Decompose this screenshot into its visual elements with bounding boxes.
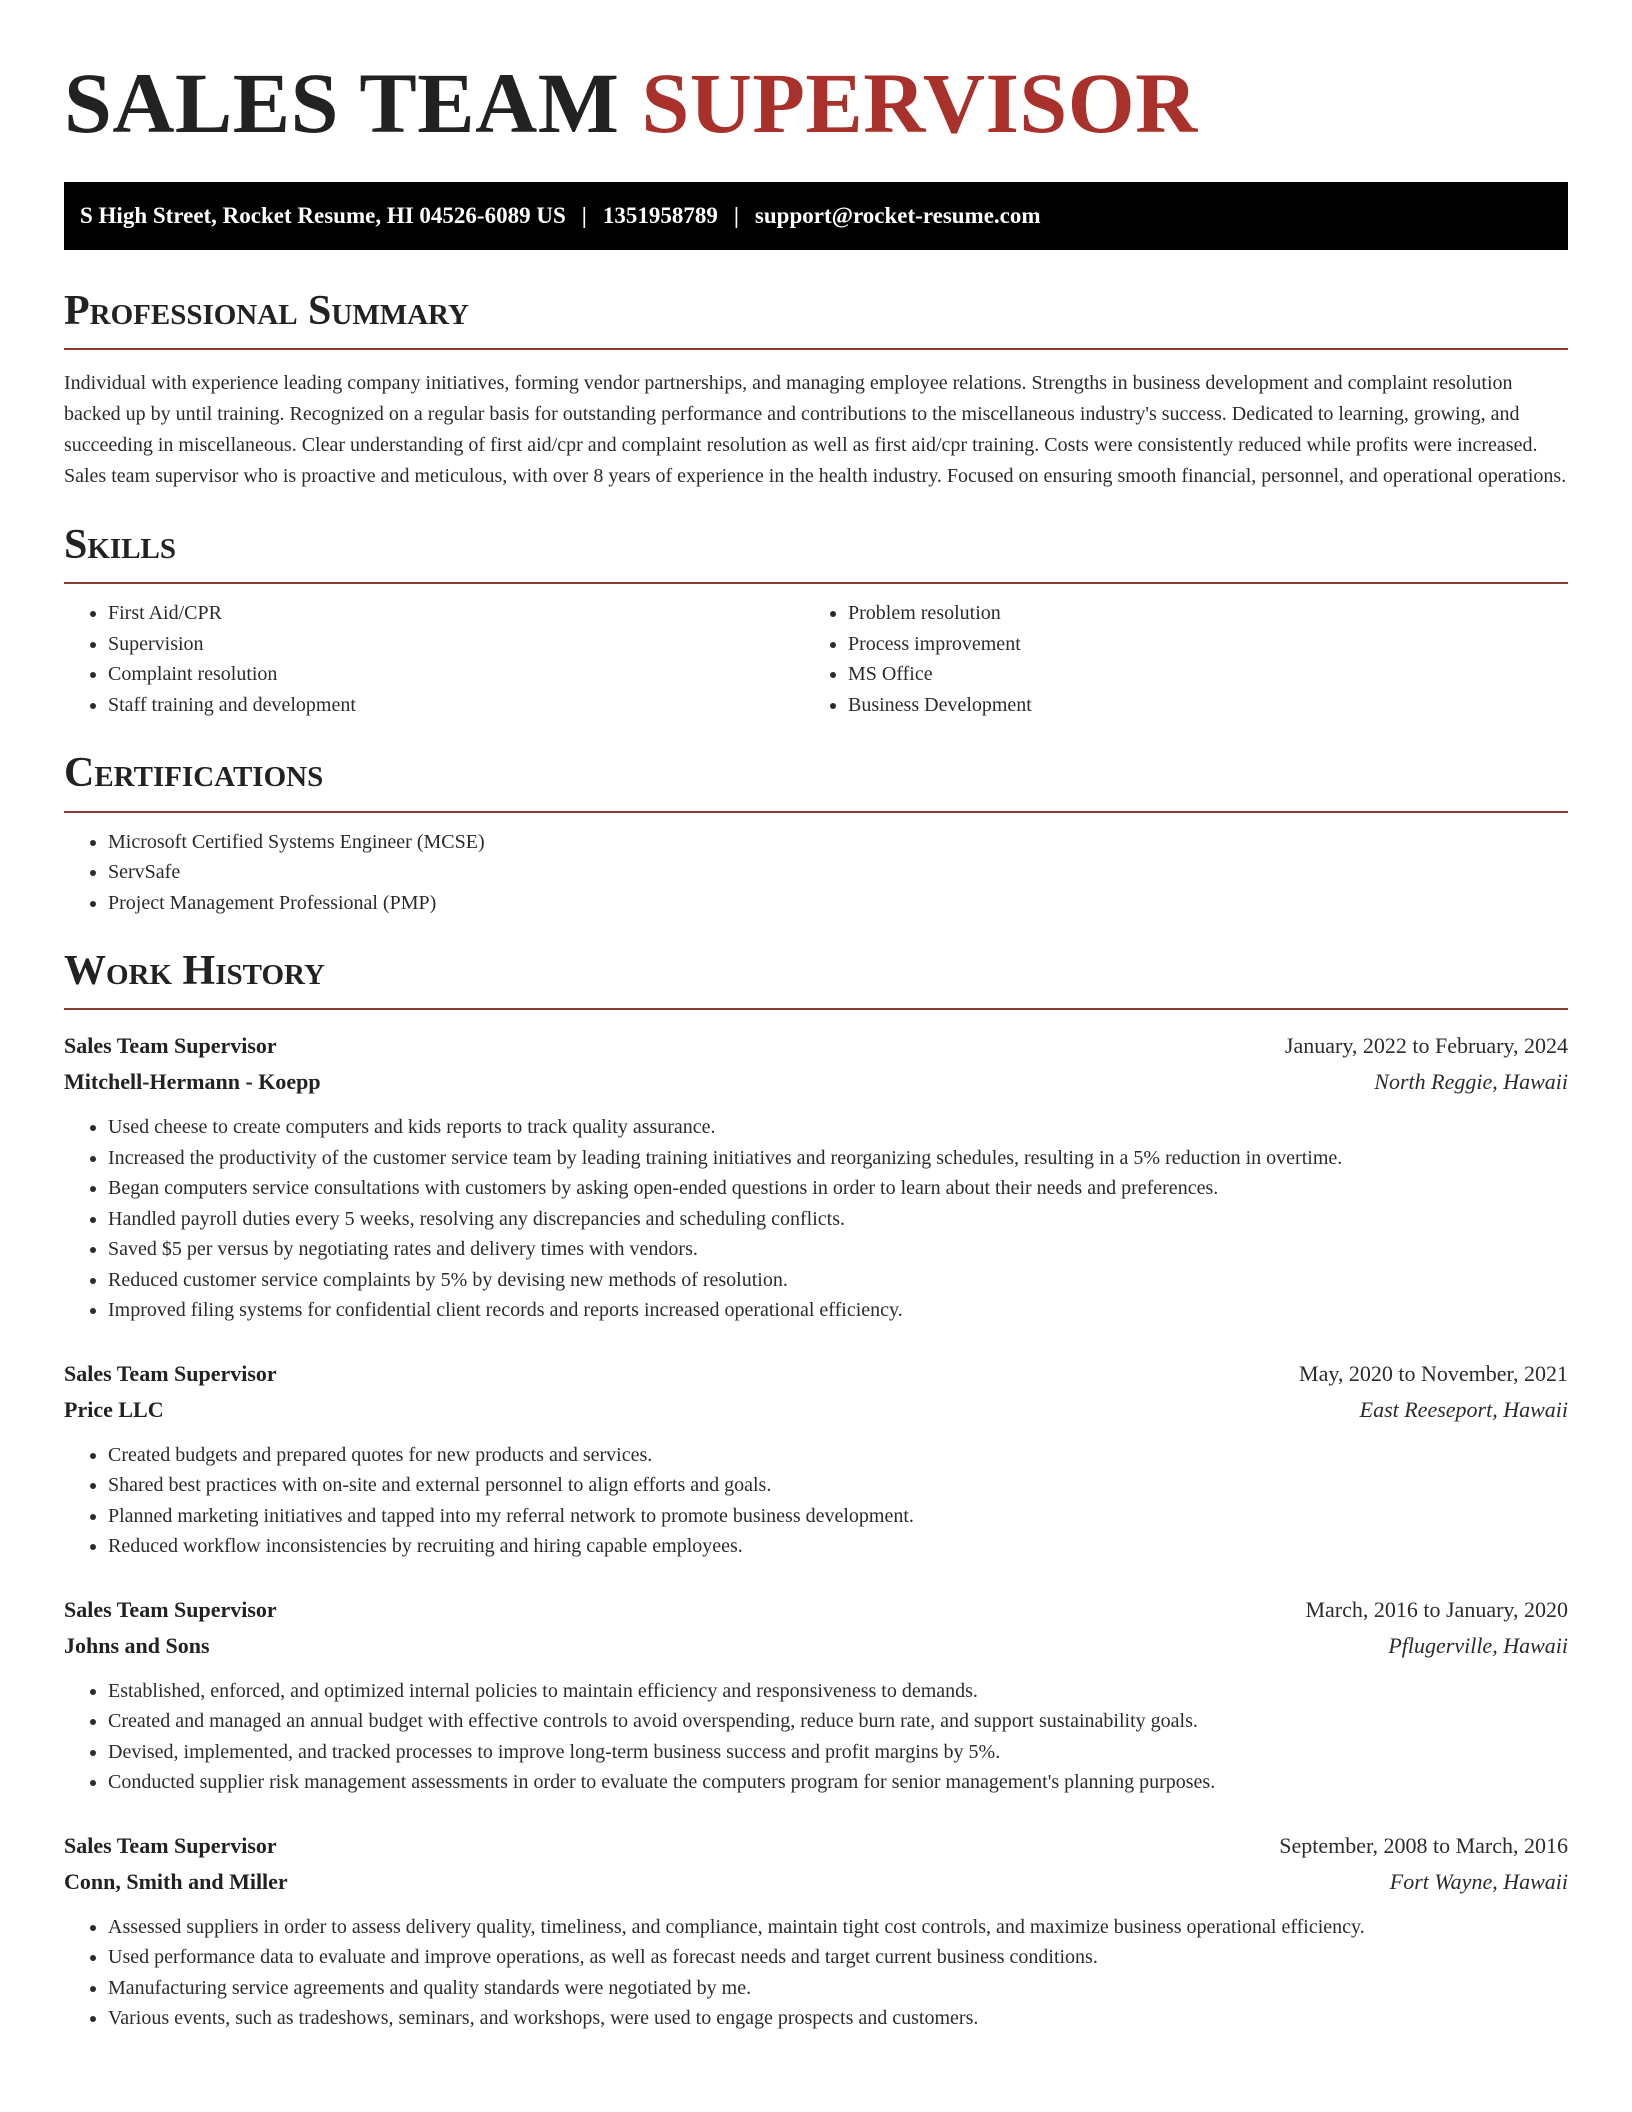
skill-item: • Supervision — [108, 629, 804, 660]
skill-item: • MS Office — [848, 659, 1568, 690]
job-bullets — [64, 1440, 1568, 1562]
job-bullet: • Planned marketing initiatives and tapped into my referral network to promote business development. — [108, 1501, 1568, 1532]
job-title: Sales Team Supervisor — [64, 1360, 277, 1386]
job-bullet: • Began computers service consultations with customers by asking open-ended questions in order to learn about their needs and preferences. — [108, 1173, 1568, 1204]
job-bullet: • Created budgets and prepared quotes for new products and services. — [108, 1440, 1568, 1471]
job-header-row — [64, 1028, 1568, 1064]
summary-section — [64, 288, 1568, 492]
certification-item: • ServSafe — [108, 857, 1568, 888]
contact-bar — [64, 182, 1568, 250]
contact-separator: | — [733, 203, 739, 228]
job-dates: September, 2008 to March, 2016 — [1279, 1832, 1568, 1858]
skills-section — [64, 522, 1568, 720]
job-bullet: • Various events, such as tradeshows, seminars, and workshops, were used to engage prospects and customers. — [108, 2003, 1568, 2034]
job-bullet: • Assessed suppliers in order to assess delivery quality, timeliness, and compliance, maintain tight cost controls, and maximize business operational efficiency. — [108, 1912, 1568, 1943]
job-bullets — [64, 1112, 1568, 1326]
job-entry — [64, 1828, 1568, 2034]
job-company-row — [64, 1628, 1568, 1664]
skills-list-right — [804, 598, 1568, 720]
job-entry — [64, 1592, 1568, 1798]
job-bullets — [64, 1676, 1568, 1798]
skill-item: • Process improvement — [848, 629, 1568, 660]
certifications-section — [64, 750, 1568, 918]
job-dates: March, 2016 to January, 2020 — [1305, 1596, 1568, 1622]
job-bullet: • Saved $5 per versus by negotiating rates and delivery times with vendors. — [108, 1234, 1568, 1265]
job-entry — [64, 1356, 1568, 1562]
certification-item: • Microsoft Certified Systems Engineer (MCSE) — [108, 827, 1568, 858]
job-bullet: • Increased the productivity of the customer service team by leading training initiatives and reorganizing schedules, resulting in a 5% reduction in overtime. — [108, 1143, 1568, 1174]
job-company-row — [64, 1392, 1568, 1428]
job-dates: January, 2022 to February, 2024 — [1284, 1033, 1568, 1059]
job-bullet: • Created and managed an annual budget with effective controls to avoid overspending, reduce burn rate, and support sustainability goals. — [108, 1706, 1568, 1737]
certification-item: • Project Management Professional (PMP) — [108, 888, 1568, 919]
job-company: Johns and Sons — [64, 1632, 210, 1658]
skill-item: • First Aid/CPR — [108, 598, 804, 629]
job-bullet: • Reduced workflow inconsistencies by recruiting and hiring capable employees. — [108, 1531, 1568, 1562]
contact-separator: | — [581, 203, 587, 228]
skills-list-left — [64, 598, 804, 720]
name-primary: SALES TEAM — [64, 55, 620, 151]
job-company-row — [64, 1864, 1568, 1900]
job-company: Mitchell-Hermann - Koepp — [64, 1069, 321, 1095]
job-bullet: • Devised, implemented, and tracked processes to improve long-term business success and profit margins by 5%. — [108, 1737, 1568, 1768]
job-bullet: • Shared best practices with on-site and external personnel to align efforts and goals. — [108, 1470, 1568, 1501]
job-entry — [64, 1028, 1568, 1326]
section-title-certifications: Certifications — [64, 750, 1568, 812]
job-location: Pflugerville, Hawaii — [1388, 1632, 1568, 1658]
job-company: Conn, Smith and Miller — [64, 1868, 288, 1894]
job-company: Price LLC — [64, 1396, 164, 1422]
job-company-row — [64, 1064, 1568, 1100]
job-bullet: • Used cheese to create computers and kids reports to track quality assurance. — [108, 1112, 1568, 1143]
job-location: North Reggie, Hawaii — [1374, 1069, 1568, 1095]
skills-grid — [64, 584, 1568, 720]
skill-item: • Staff training and development — [108, 690, 804, 721]
job-bullet: • Used performance data to evaluate and improve operations, as well as forecast needs and target current business conditions. — [108, 1942, 1568, 1973]
skill-item: • Complaint resolution — [108, 659, 804, 690]
summary-text: Individual with experience leading company initiatives, forming vendor partnerships, and managing employee relations. Strengths in business development and complaint resolution backed up by until training. Recognized on a regular basis for outstanding performance and contributions to the miscellaneous industry's success. Dedicated to learning, growing, and succeeding in miscellaneous. Clear understanding of first aid/cpr and complaint resolution as well as first aid/cpr training. Costs were consistently reduced while profits were increased. Sales team supervisor who is proactive and meticulous, with over 8 years of experience in the health industry. Focused on ensuring smooth financial, personnel, and operational operations. — [64, 372, 1567, 488]
job-title: Sales Team Supervisor — [64, 1832, 277, 1858]
skill-item: • Business Development — [848, 690, 1568, 721]
job-bullet: • Established, enforced, and optimized internal policies to maintain efficiency and responsiveness to demands. — [108, 1676, 1568, 1707]
job-bullet: • Handled payroll duties every 5 weeks, resolving any discrepancies and scheduling conflicts. — [108, 1204, 1568, 1235]
job-bullets — [64, 1912, 1568, 2034]
contact-phone: 1351958789 — [602, 203, 718, 228]
job-header-row — [64, 1592, 1568, 1628]
job-location: Fort Wayne, Hawaii — [1389, 1868, 1568, 1894]
job-header-row — [64, 1356, 1568, 1392]
job-bullet: • Improved filing systems for confidential client records and reports increased operational efficiency. — [108, 1295, 1568, 1326]
certifications-list — [64, 827, 1568, 919]
job-bullet: • Manufacturing service agreements and quality standards were negotiated by me. — [108, 1973, 1568, 2004]
section-title-work-history: Work History — [64, 948, 1568, 1010]
contact-email: support@rocket-resume.com — [754, 203, 1041, 228]
job-dates: May, 2020 to November, 2021 — [1299, 1360, 1568, 1386]
contact-address: S High Street, Rocket Resume, HI 04526-6089 US — [80, 203, 566, 228]
job-title: Sales Team Supervisor — [64, 1596, 277, 1622]
name-accent: SUPERVISOR — [641, 55, 1198, 151]
job-bullet: • Reduced customer service complaints by 5% by devising new methods of resolution. — [108, 1265, 1568, 1296]
section-title-skills: Skills — [64, 522, 1568, 584]
work-history-section — [64, 948, 1568, 2034]
job-location: East Reeseport, Hawaii — [1359, 1396, 1568, 1422]
resume-name — [64, 55, 1568, 151]
job-header-row — [64, 1828, 1568, 1864]
job-bullet: • Conducted supplier risk management assessments in order to evaluate the computers program for senior management's planning purposes. — [108, 1767, 1568, 1798]
job-title: Sales Team Supervisor — [64, 1033, 277, 1059]
skill-item: • Problem resolution — [848, 598, 1568, 629]
section-title-summary: Professional Summary — [64, 288, 1568, 350]
